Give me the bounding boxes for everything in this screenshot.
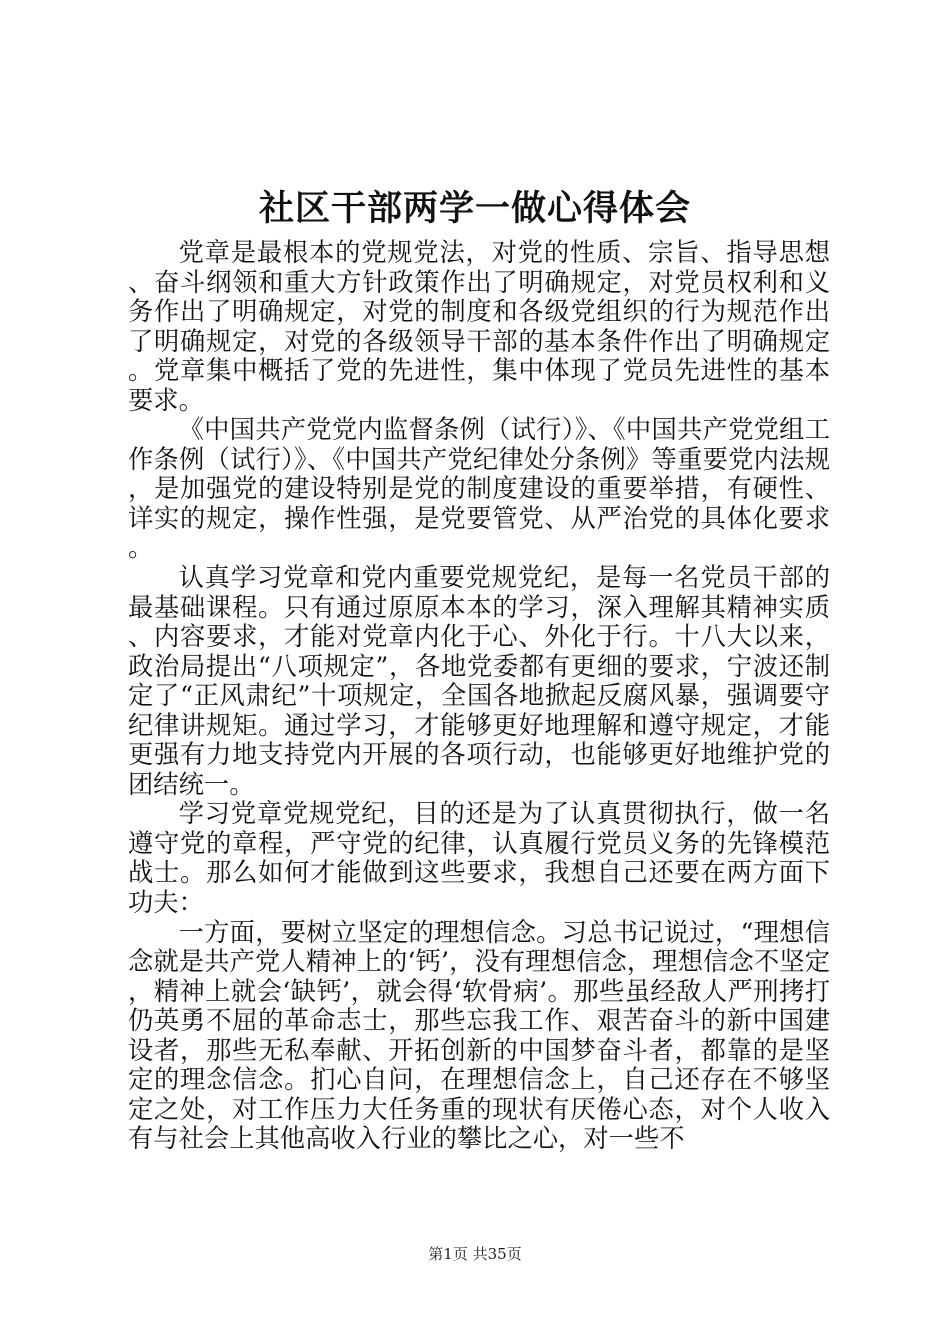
paragraph: 认真学习党章和党内重要党规党纪，是每一名党员干部的最基础课程。只有通过原原本本的学习，深入理解其精神实质、内容要求，才能对党章内化于心、外化于行。十八大以来，政治局提出“八项规定”，各地党委都有更细的要求，宁波还制定了“正风肃纪”十项规定，全国各地掀起反腐风暴，强调要守纪律讲规矩。通过学习，才能够更好地理解和遵守规定，才能更强有力地支持党内开展的各项行动，也能够更好地维护党的团结统一。 (128, 563, 830, 799)
document-body (128, 238, 830, 1154)
paragraph: 党章是最根本的党规党法，对党的性质、宗旨、指导思想、奋斗纲领和重大方针政策作出了明确规定，对党员权利和义务作出了明确规定，对党的制度和各级党组织的行为规范作出了明确规定，对党的各级领导干部的基本条件作出了明确规定。党章集中概括了党的先进性，集中体现了党员先进性的基本要求。 (128, 238, 830, 415)
page-number-footer: 第1页 共35页 (428, 1245, 522, 1263)
paragraph: 《中国共产党党内监督条例（试行）》、《中国共产党党组工作条例（试行）》、《中国共产党纪律处分条例》等重要党内法规，是加强党的建设特别是党的制度建设的重要举措，有硬性、详实的规定，操作性强，是党要管党、从严治党的具体化要求。 (128, 415, 830, 563)
paragraph: 一方面，要树立坚定的理想信念。习总书记说过，“理想信念就是共产党人精神上的‘钙’，没有理想信念，理想信念不坚定，精神上就会‘缺钙’，就会得‘软骨病’。那些虽经敌人严刑拷打仍英勇不屈的革命志士，那些忘我工作、艰苦奋斗的新中国建设者，那些无私奉献、开拓创新的中国梦奋斗者，都靠的是坚定的理念信念。扪心自问，在理想信念上，自己还存在不够坚定之处，对工作压力大任务重的现状有厌倦心态，对个人收入有与社会上其他高收入行业的攀比之心，对一些不 (128, 917, 830, 1154)
paragraph: 学习党章党规党纪，目的还是为了认真贯彻执行，做一名遵守党的章程，严守党的纪律，认真履行党员义务的先锋模范战士。那么如何才能做到这些要求，我想自己还要在两方面下功夫： (128, 799, 830, 918)
document-title: 社区干部两学一做心得体会 (258, 188, 691, 229)
